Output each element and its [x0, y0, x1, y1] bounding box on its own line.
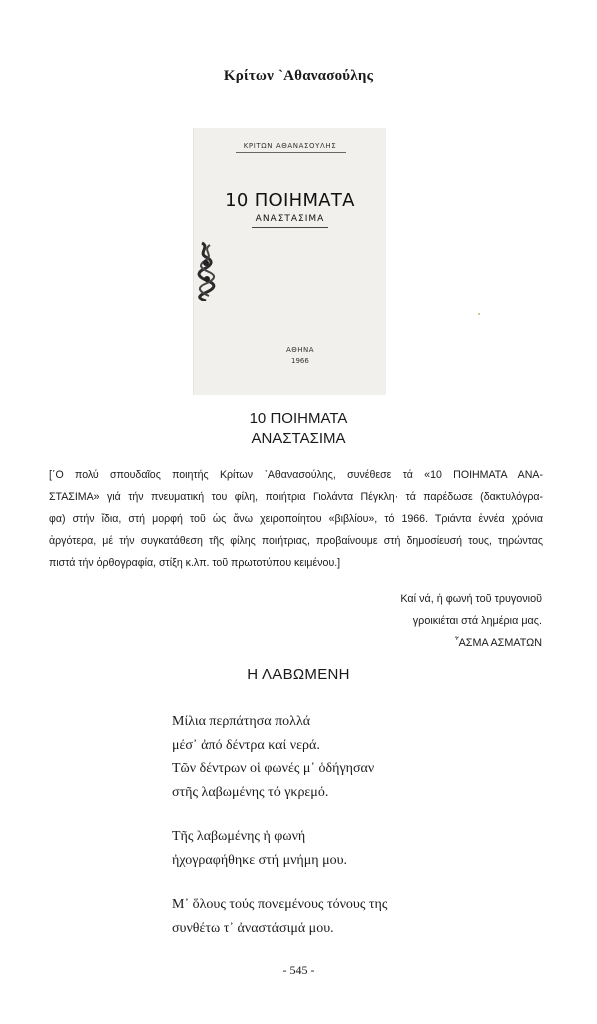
verse: ἠχογραφήθηκε στή μνήμη μου. — [172, 852, 348, 868]
verse: Μ᾿ ὅλους τούς πονεμένους τόνους της — [172, 897, 388, 912]
cover-title: 10 ΠΟΙΗΜΑΤΑ — [225, 190, 355, 211]
scan-speck — [478, 313, 480, 315]
editorial-note — [49, 464, 543, 574]
cover-city: ΑΘΗΝΑ — [286, 346, 315, 354]
cord-binding-icon — [196, 241, 218, 301]
verse: Μίλια περπάτησα πολλά — [172, 714, 311, 729]
note-line: φα) στήν ἴδια, στή μορφή τοῦ ὡς ἄνω χειροποίητου «βιβλίου», τό 1966. Τριάντα ἐννέα χρόνια — [49, 513, 543, 525]
cover-author-underline — [236, 152, 346, 153]
verse: μέσ᾿ ἀπό δέντρα καί νερά. — [172, 737, 320, 753]
note-line: πιστά τήν ὀρθογραφία, στίξη κ.λπ. τοῦ πρωτοτύπου κειμένου.] — [49, 557, 341, 569]
note-line: ἀργότερα, μέ τήν συγκατάθεση τῆς φίλης ποιήτριας, προβαίνουμε στή δημοσίευσή τους, τηρώντας — [49, 535, 543, 547]
author-heading: Κρίτων `Αθανασούλης — [223, 68, 374, 84]
caption-title: 10 ΠΟΙΗΜΑΤΑ — [249, 410, 348, 427]
page-number: - 545 - — [282, 963, 315, 977]
poem-title: Η ΛΑΒΩΜΕΝΗ — [247, 666, 350, 683]
verse: Τῶν δέντρων οἱ φωνές μ᾿ ὁδήγησαν — [172, 761, 375, 776]
verse: Τῆς λαβωμένης ἡ φωνή — [172, 829, 306, 844]
note-line: ΣΤΑΣΙΜΑ» γιά τήν πνευματική του φίλη, ποιήτρια Γιολάντα Πέγκλη· τά παρέδωσε (δακτυλόγρα- — [49, 491, 543, 503]
epigraph-line: Καί νά, ἡ φωνή τοῦ τρυγονιοῦ — [400, 593, 542, 605]
verse: συνθέτω τ᾿ ἀναστάσιμά μου. — [172, 920, 334, 936]
stanza — [172, 893, 492, 940]
verse: στῆς λαβωμένης τό γκρεμό. — [172, 784, 329, 800]
stanza — [172, 825, 492, 872]
note-line: [῾Ο πολύ σπουδαῖος ποιητής Κρίτων ᾿Αθανασούλης, συνέθεσε τά «10 ΠΟΙΗΜΑΤΑ ΑΝΑ- — [49, 469, 543, 481]
epigraph — [242, 588, 542, 654]
cover-subtitle-underline — [252, 227, 328, 228]
caption-subtitle: ΑΝΑΣΤΑΣΙΜΑ — [251, 430, 346, 447]
cover-author: ΚΡΙΤΩΝ ΑΘΑΝΑΣΟΥΛΗΣ — [243, 142, 337, 150]
poem-body — [172, 710, 492, 961]
cover-subtitle: ΑΝΑΣΤΑΣΙΜΑ — [255, 214, 325, 224]
epigraph-line: γροικιέται στά λημέρια μας. — [412, 615, 542, 627]
stanza — [172, 710, 492, 804]
book-cover-image — [193, 128, 386, 395]
epigraph-source: ῏ΑΣΜΑ ΑΣΜΑΤΩΝ — [454, 637, 542, 649]
cover-year: 1966 — [291, 357, 309, 365]
